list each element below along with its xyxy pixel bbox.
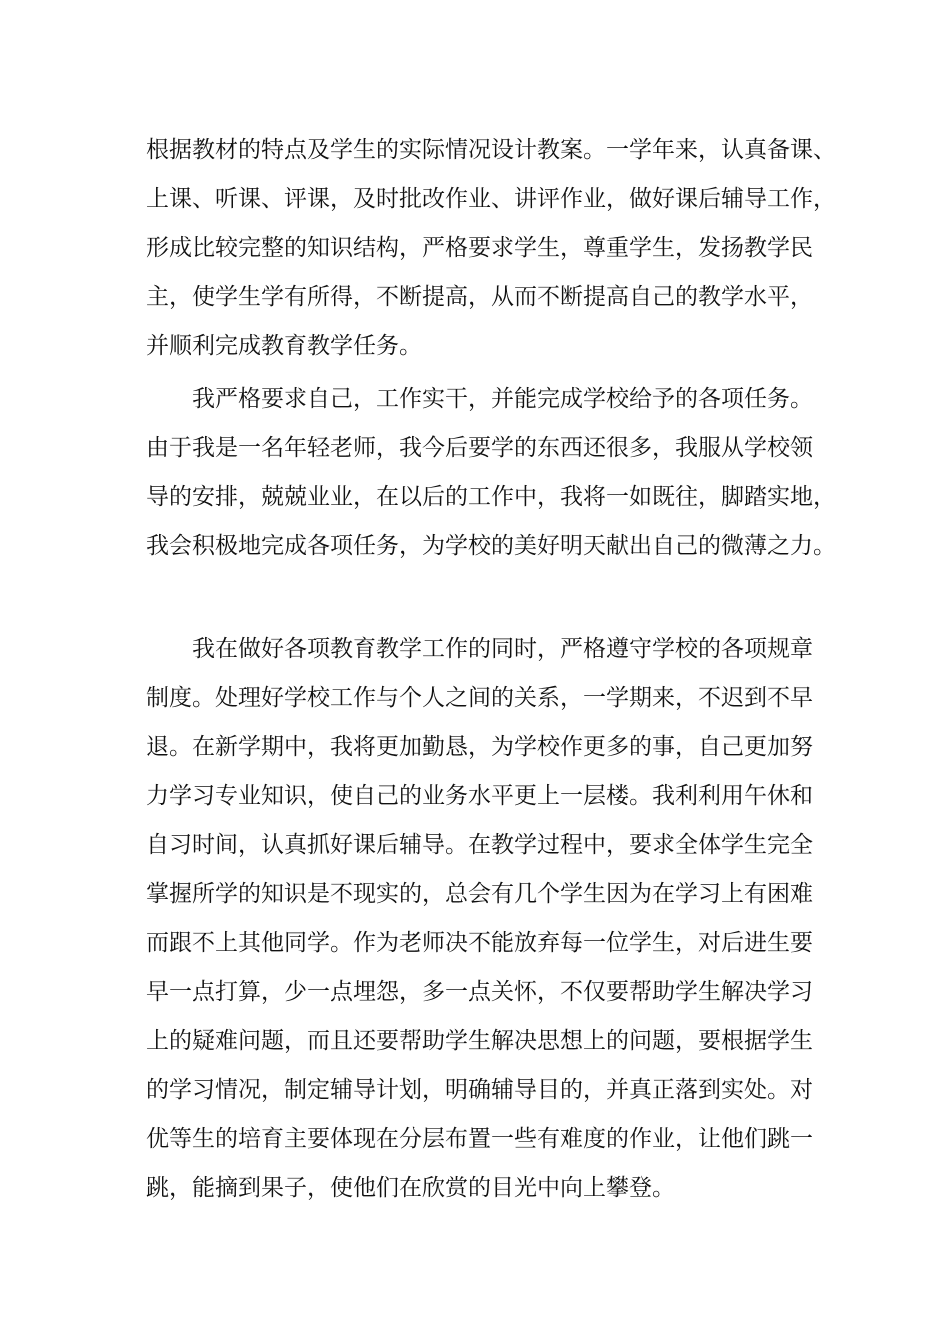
paragraph-lesson-planning bbox=[146, 126, 836, 371]
paragraph-line: 制度。处理好学校工作与个人之间的关系，一学期来，不迟到不早 bbox=[146, 685, 813, 711]
paragraph-line: 自习时间，认真抓好课后辅导。在教学过程中，要求全体学生完全 bbox=[146, 832, 813, 858]
paragraph-line: 跳，能摘到果子，使他们在欣赏的目光中向上攀登。 bbox=[146, 1175, 675, 1201]
paragraph-line: 的学习情况，制定辅导计划，明确辅导目的，并真正落到实处。对 bbox=[146, 1077, 813, 1103]
paragraph-rules-and-tutoring bbox=[146, 625, 826, 1213]
paragraph-line: 优等生的培育主要体现在分层布置一些有难度的作业，让他们跳一 bbox=[146, 1126, 813, 1152]
paragraph-line: 并顺利完成教育教学任务。 bbox=[146, 333, 422, 359]
paragraph-line: 主，使学生学有所得，不断提高，从而不断提高自己的教学水平， bbox=[146, 284, 813, 310]
paragraph-line: 上课、听课、评课，及时批改作业、讲评作业，做好课后辅导工作， bbox=[146, 186, 836, 212]
paragraph-line: 由于我是一名年轻老师，我今后要学的东西还很多，我服从学校领 bbox=[146, 435, 813, 461]
paragraph-line: 而跟不上其他同学。作为老师决不能放弃每一位学生，对后进生要 bbox=[146, 930, 813, 956]
paragraph-line: 掌握所学的知识是不现实的，总会有几个学生因为在学习上有困难 bbox=[146, 881, 813, 907]
paragraph-line: 力学习专业知识，使自己的业务水平更上一层楼。我利利用午休和 bbox=[146, 783, 813, 809]
paragraph-line: 形成比较完整的知识结构，严格要求学生，尊重学生，发扬教学民 bbox=[146, 235, 813, 261]
paragraph-line: 根据教材的特点及学生的实际情况设计教案。一学年来，认真备课、 bbox=[146, 137, 836, 163]
paragraph-line: 退。在新学期中，我将更加勤恳，为学校作更多的事，自己更加努 bbox=[146, 734, 813, 760]
paragraph-first-line: 我在做好各项教育教学工作的同时，严格遵守学校的各项规章 bbox=[192, 636, 813, 662]
paragraph-line: 早一点打算，少一点埋怨，多一点关怀，不仅要帮助学生解决学习 bbox=[146, 979, 813, 1005]
paragraph-self-discipline bbox=[146, 375, 836, 571]
paragraph-first-line: 我严格要求自己，工作实干，并能完成学校给予的各项任务。 bbox=[192, 386, 813, 412]
paragraph-line: 上的疑难问题，而且还要帮助学生解决思想上的问题，要根据学生 bbox=[146, 1028, 813, 1054]
paragraph-line: 导的安排，兢兢业业，在以后的工作中，我将一如既往，脚踏实地， bbox=[146, 484, 836, 510]
paragraph-line: 我会积极地完成各项任务，为学校的美好明天献出自己的微薄之力。 bbox=[146, 533, 836, 559]
